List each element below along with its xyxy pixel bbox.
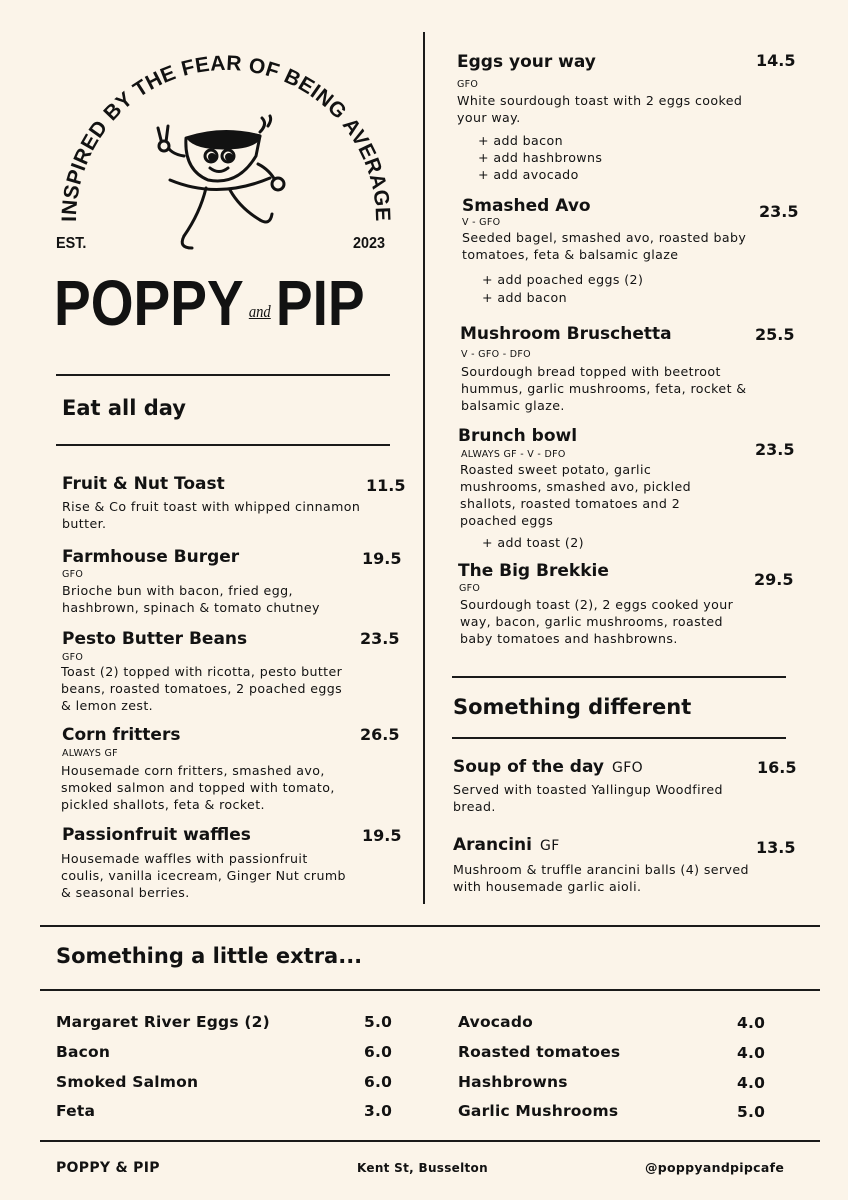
item-price: 19.5 xyxy=(362,826,402,845)
item-name: Passionfruit waffles xyxy=(62,825,251,845)
item-dietary-tag: GFO xyxy=(62,652,84,663)
item-price: 19.5 xyxy=(362,549,402,568)
extra-price: 5.0 xyxy=(737,1103,766,1121)
item-price: 23.5 xyxy=(755,440,795,459)
item-description: Seeded bagel, smashed avo, roasted baby tomatoes, feta & balsamic glaze xyxy=(462,230,747,262)
brand-wordmark xyxy=(54,262,365,353)
item-description: Mushroom & truffle arancini balls (4) served with housemade garlic aioli. xyxy=(453,862,749,894)
item-name: Fruit & Nut Toast xyxy=(62,474,225,494)
section-heading-something-different: Something different xyxy=(453,695,692,719)
item-price: 25.5 xyxy=(755,325,795,344)
item-dietary-tag: GF xyxy=(539,838,560,854)
extra-price: 4.0 xyxy=(737,1074,766,1092)
divider xyxy=(452,676,786,678)
item-addon: + add toast (2) xyxy=(482,535,584,550)
item-addon: + add avocado xyxy=(478,167,579,182)
item-description: White sourdough toast with 2 eggs cooked your way. xyxy=(457,93,743,125)
item-description: Roasted sweet potato, garlic mushrooms, smashed avo, pickled shallots, roasted tomatoes and 2 poached eggs xyxy=(460,462,692,528)
item-price: 16.5 xyxy=(757,758,797,777)
item-dietary-tag: ALWAYS GF - V - DFO xyxy=(461,449,566,460)
est-label: EST. xyxy=(56,235,87,252)
item-price: 26.5 xyxy=(360,725,400,744)
item-price: 23.5 xyxy=(759,202,799,221)
divider xyxy=(40,1140,820,1142)
item-addon: + add bacon xyxy=(478,133,563,148)
extra-name: Avocado xyxy=(458,1013,533,1031)
item-description: Housemade corn fritters, smashed avo, smoked salmon and topped with tomato, pickled shallots, feta & rocket. xyxy=(61,763,335,812)
column-divider xyxy=(423,32,425,904)
item-dietary-tag: GFO xyxy=(457,79,479,90)
extra-price: 4.0 xyxy=(737,1044,766,1062)
item-description: Sourdough toast (2), 2 eggs cooked your way, bacon, garlic mushrooms, roasted baby tomatoes and hashbrowns. xyxy=(460,597,734,646)
item-name xyxy=(453,757,643,777)
item-name: Eggs your way xyxy=(457,52,596,72)
item-description: Rise & Co fruit toast with whipped cinnamon butter. xyxy=(62,499,361,531)
item-addon: + add bacon xyxy=(482,290,567,305)
extra-price: 6.0 xyxy=(364,1073,393,1091)
extra-price: 6.0 xyxy=(364,1043,393,1061)
item-description: Served with toasted Yallingup Woodfired bread. xyxy=(453,782,723,814)
extra-name: Garlic Mushrooms xyxy=(458,1102,619,1120)
divider xyxy=(40,925,820,927)
extra-price: 3.0 xyxy=(364,1102,393,1120)
item-description: Toast (2) topped with ricotta, pesto butter beans, roasted tomatoes, 2 poached eggs & lemon zest. xyxy=(61,664,343,713)
extra-name: Margaret River Eggs (2) xyxy=(56,1013,270,1031)
extra-price: 5.0 xyxy=(364,1013,393,1031)
coffee-cup-mascot-icon xyxy=(148,108,298,258)
item-name: Pesto Butter Beans xyxy=(62,629,248,649)
extra-name: Hashbrowns xyxy=(458,1073,568,1091)
item-name: Mushroom Bruschetta xyxy=(460,324,672,344)
footer-brand: POPPY & PIP xyxy=(56,1160,160,1176)
divider xyxy=(40,989,820,991)
item-dietary-tag: V - GFO - DFO xyxy=(461,349,531,360)
item-name: Farmhouse Burger xyxy=(62,547,240,567)
extra-price: 4.0 xyxy=(737,1014,766,1032)
item-name: Corn fritters xyxy=(62,725,181,745)
footer-social-handle: @poppyandpipcafe xyxy=(645,1160,785,1175)
item-dietary-tag: GFO xyxy=(611,760,644,776)
item-name: Smashed Avo xyxy=(462,196,591,216)
brand-name-and: and xyxy=(248,302,271,321)
extra-name: Smoked Salmon xyxy=(56,1073,199,1091)
item-name: The Big Brekkie xyxy=(458,561,609,581)
item-name xyxy=(453,835,560,855)
footer-address: Kent St, Busselton xyxy=(357,1161,488,1175)
item-description: Brioche bun with bacon, fried egg, hashbrown, spinach & tomato chutney xyxy=(62,583,320,615)
item-name: Brunch bowl xyxy=(458,426,578,446)
item-price: 29.5 xyxy=(754,570,794,589)
divider xyxy=(56,444,390,446)
item-dietary-tag: V - GFO xyxy=(462,217,501,228)
divider xyxy=(452,737,786,739)
est-year: 2023 xyxy=(353,235,386,252)
item-dietary-tag: GFO xyxy=(459,583,481,594)
extra-name: Roasted tomatoes xyxy=(458,1043,621,1061)
item-dietary-tag: ALWAYS GF xyxy=(62,748,118,759)
item-price: 11.5 xyxy=(366,476,406,495)
section-heading-extras: Something a little extra... xyxy=(56,944,363,968)
extra-name: Bacon xyxy=(56,1043,111,1061)
item-dietary-tag: GFO xyxy=(62,569,84,580)
extra-name: Feta xyxy=(56,1102,96,1120)
item-name-text: Arancini xyxy=(453,835,532,855)
item-addon: + add poached eggs (2) xyxy=(482,272,644,287)
item-description: Housemade waffles with passionfruit coulis, vanilla icecream, Ginger Nut crumb & seasonal berries. xyxy=(61,851,346,900)
item-description: Sourdough bread topped with beetroot hummus, garlic mushrooms, feta, rocket & balsamic glaze. xyxy=(461,364,747,413)
section-heading-eat-all-day: Eat all day xyxy=(62,396,186,420)
divider xyxy=(56,374,390,376)
item-name-text: Soup of the day xyxy=(453,757,604,777)
brand-name-right: PIP xyxy=(275,267,365,339)
item-price: 14.5 xyxy=(756,51,796,70)
item-addon: + add hashbrowns xyxy=(478,150,603,165)
item-price: 13.5 xyxy=(756,838,796,857)
item-price: 23.5 xyxy=(360,629,400,648)
brand-name-left: POPPY xyxy=(54,267,244,339)
logo-slogan: INSPIRED BY THE FEAR OF BEING AVERAGE xyxy=(57,51,395,223)
